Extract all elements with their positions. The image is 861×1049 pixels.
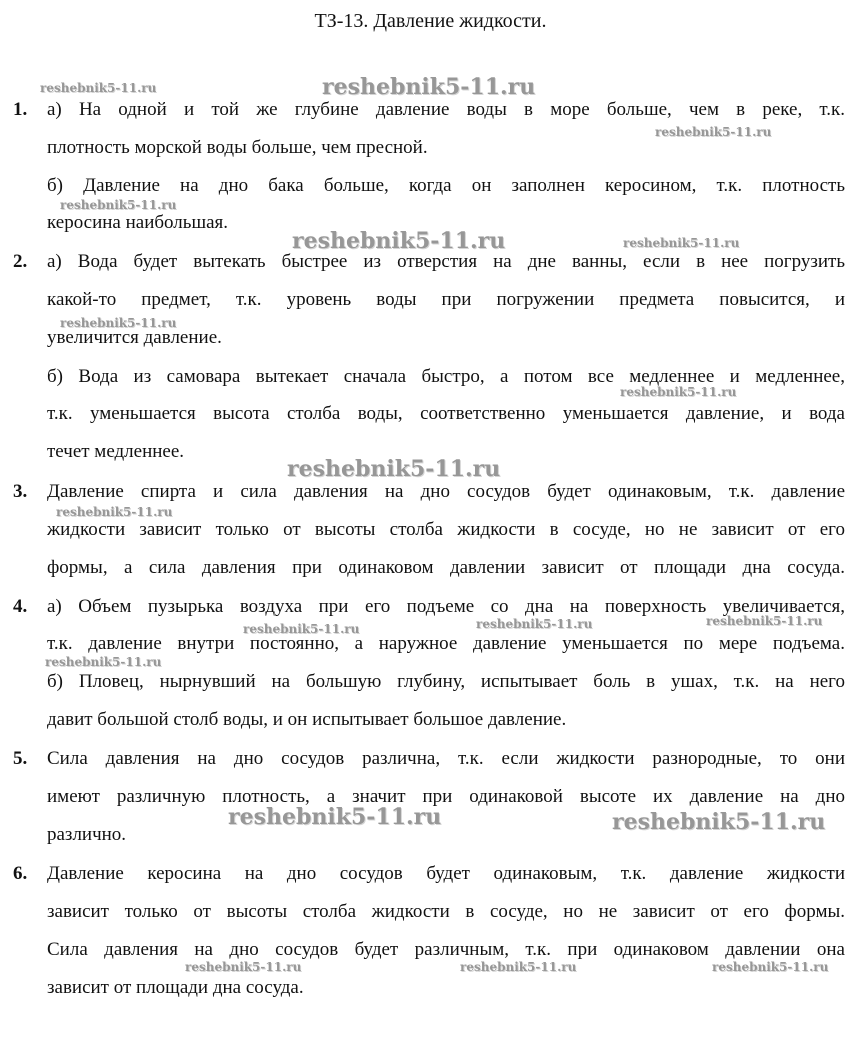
item-number: 4. — [13, 596, 28, 617]
text-line: Сила давления на дно сосудов различна, т.к. если жидкости разнородные, то они — [47, 748, 845, 769]
text-line: а) На одной и той же глубине давление воды в море больше, чем в реке, т.к. — [47, 99, 845, 120]
text-line: т.к. уменьшается высота столба воды, соответственно уменьшается давление, и вода — [47, 403, 845, 424]
text-line: а) Объем пузырька воздуха при его подъеме со дна на поверхность увеличивается, — [47, 596, 845, 617]
text-line: плотность морской воды больше, чем пресной. — [47, 137, 428, 158]
watermark: reshebnik5-11.ru — [620, 385, 737, 399]
watermark: reshebnik5-11.ru — [228, 804, 442, 830]
watermark: reshebnik5-11.ru — [612, 809, 826, 835]
text-line: имеют различную плотность, а значит при одинаковой высоте их давление на дно — [47, 786, 845, 807]
watermark: reshebnik5-11.ru — [45, 655, 162, 669]
watermark: reshebnik5-11.ru — [243, 622, 360, 636]
text-line: какой-то предмет, т.к. уровень воды при погружении предмета повысится, и — [47, 289, 845, 310]
text-line: т.к. давление внутри постоянно, а наружное давление уменьшается по мере подъема. — [47, 633, 845, 654]
text-line: б) Пловец, нырнувший на большую глубину, испытывает боль в ушах, т.к. на него — [47, 671, 845, 692]
item-number: 2. — [13, 251, 28, 272]
watermark: reshebnik5-11.ru — [60, 198, 177, 212]
text-line: течет медленнее. — [47, 441, 185, 462]
text-line: б) Давление на дно бака больше, когда он заполнен керосином, т.к. плотность — [47, 175, 845, 196]
watermark: reshebnik5-11.ru — [56, 505, 173, 519]
watermark: reshebnik5-11.ru — [655, 125, 772, 139]
text-line: увеличится давление. — [47, 327, 222, 348]
watermark: reshebnik5-11.ru — [60, 316, 177, 330]
watermark: reshebnik5-11.ru — [476, 617, 593, 631]
watermark: reshebnik5-11.ru — [712, 960, 829, 974]
text-line: а) Вода будет вытекать быстрее из отверстия на дне ванны, если в нее погрузить — [47, 251, 845, 272]
item-number: 1. — [13, 99, 28, 120]
item-number: 6. — [13, 863, 28, 884]
text-line: зависит только от высоты столба жидкости в сосуде, но не зависит от его формы. — [47, 901, 845, 922]
watermark: reshebnik5-11.ru — [706, 614, 823, 628]
text-line: керосина наибольшая. — [47, 212, 229, 233]
item-number: 5. — [13, 748, 28, 769]
watermark: reshebnik5-11.ru — [460, 960, 577, 974]
text-line: Сила давления на дно сосудов будет различным, т.к. при одинаковом давлении она — [47, 939, 845, 960]
text-line: формы, а сила давления при одинаковом давлении зависит от площади дна сосуда. — [47, 557, 845, 578]
watermark: reshebnik5-11.ru — [292, 228, 506, 254]
text-line: различно. — [47, 824, 127, 845]
watermark: reshebnik5-11.ru — [287, 456, 501, 482]
item-number: 3. — [13, 481, 28, 502]
watermark: reshebnik5-11.ru — [185, 960, 302, 974]
text-line: жидкости зависит только от высоты столба жидкости в сосуде, но не зависит от его — [47, 519, 845, 540]
text-line: давит большой столб воды, и он испытывает большое давление. — [47, 709, 567, 730]
text-line: б) Вода из самовара вытекает сначала быстро, а потом все медленнее и медленнее, — [47, 366, 845, 387]
watermark: reshebnik5-11.ru — [623, 236, 740, 250]
text-line: Давление спирта и сила давления на дно сосудов будет одинаковым, т.к. давление — [47, 481, 845, 502]
page-title: ТЗ-13. Давление жидкости. — [314, 10, 547, 32]
text-line: зависит от площади дна сосуда. — [47, 977, 304, 998]
watermark: reshebnik5-11.ru — [40, 81, 157, 95]
watermark: reshebnik5-11.ru — [322, 74, 536, 100]
text-line: Давление керосина на дно сосудов будет одинаковым, т.к. давление жидкости — [47, 863, 845, 884]
